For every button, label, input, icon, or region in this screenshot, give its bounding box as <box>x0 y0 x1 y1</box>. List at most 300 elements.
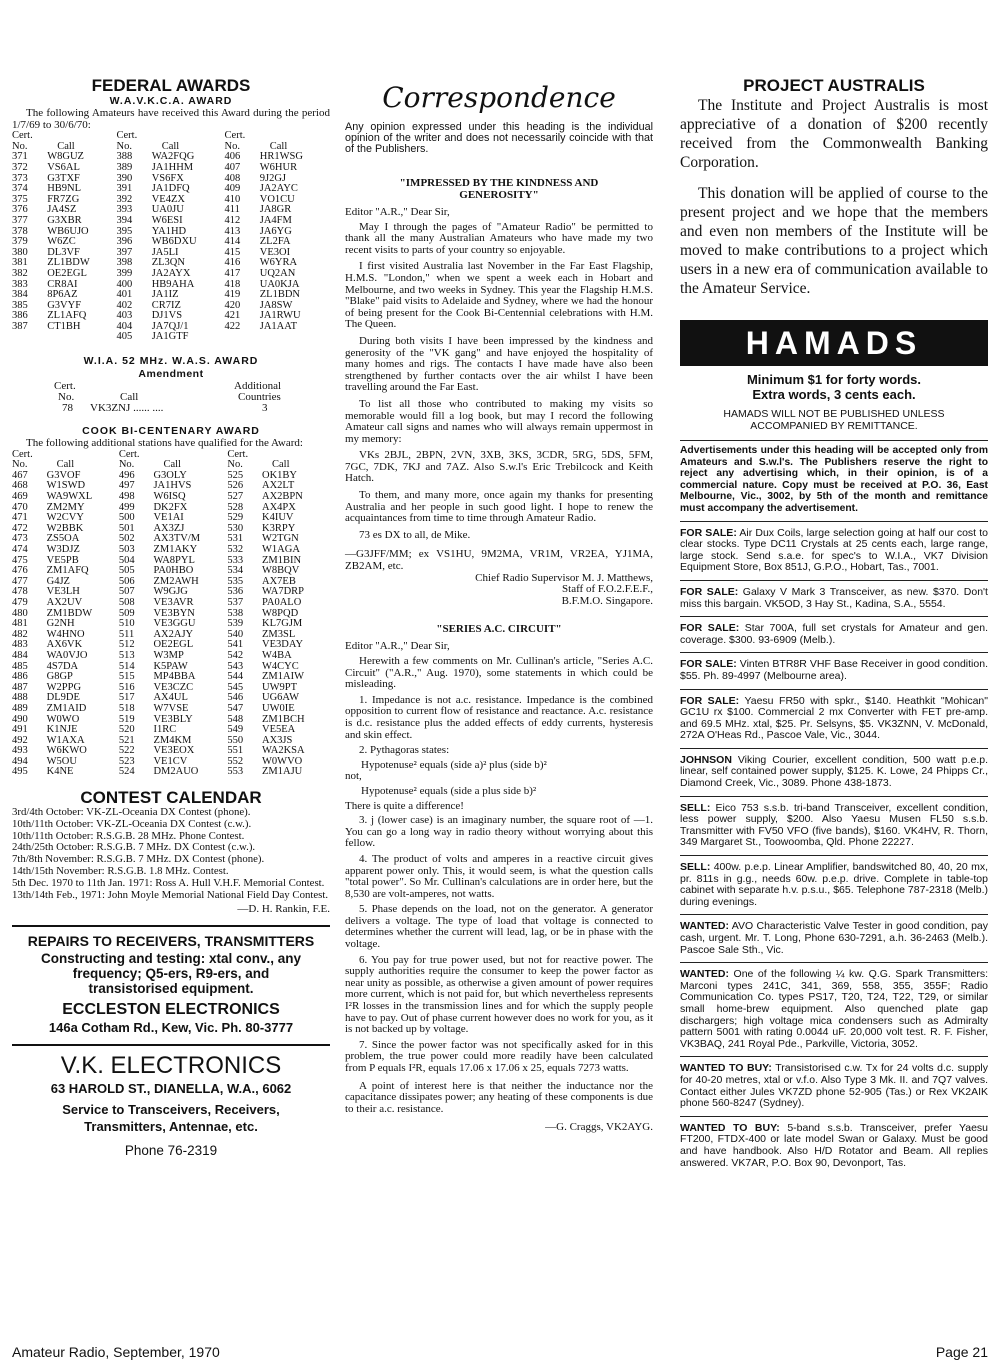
hamad-item <box>680 659 988 682</box>
call-sign: WA0VJO <box>46 649 88 661</box>
contest-calendar-list <box>12 807 330 901</box>
cert-number: 483 <box>12 639 28 651</box>
hamad-text: One of the following ¼ kw. Q.G. Spark Transmitters: Marconi types 241C, 341, 369, 558, 355, 355F; Radio Communication Co. types PS17, T20, T24, T22, T29, or similar small home-brew equipment. Also quenched plate gap dischargers; high voltage mica condensers such as Admiralty pattern 5001 with rating 0.0044 uF. 20,000 volt test. R. F. Fisher, VK3BAQ, 241 Royal Pde., Parkville, Victoria, 3052. <box>680 968 988 1050</box>
cert-number: 519 <box>118 713 135 725</box>
table-row <box>12 651 330 662</box>
call-sign: JA8GR <box>259 204 292 216</box>
cert-number: 534 <box>227 565 244 577</box>
cert-number: 552 <box>227 755 244 767</box>
cert-number: 516 <box>118 681 135 693</box>
call-sign: AX2UV <box>46 596 83 608</box>
cook-table <box>12 450 330 778</box>
divider <box>680 616 988 617</box>
cert-number: 502 <box>118 533 135 545</box>
was-row-call: VK3ZNJ ...... .... <box>90 402 164 415</box>
call-sign: CT1BH <box>47 320 81 332</box>
call-sign: VE3BYN <box>153 607 195 619</box>
call-sign: AX2BPN <box>262 491 303 503</box>
hamads-notice: HAMADS WILL NOT BE PUBLISHED UNLESS ACCOMPANIED BY REMITTANCE. <box>723 408 945 432</box>
cert-number: 485 <box>12 660 28 672</box>
cert-number: 551 <box>227 745 244 757</box>
call-sign: VE3OI <box>259 246 291 258</box>
call-sign: OE2EGL <box>153 639 194 651</box>
call-sign: DL3VF <box>47 246 80 258</box>
divider <box>680 962 988 963</box>
cert-number: 490 <box>12 713 28 725</box>
cert-number: 482 <box>12 628 28 640</box>
call-sign: AX3ZJ <box>153 522 185 534</box>
cert-number: 403 <box>116 310 133 322</box>
was-additional-label: Additional <box>234 380 282 393</box>
cert-number: 411 <box>224 204 240 216</box>
cert-number: 390 <box>116 172 133 184</box>
call-sign: JA7QJ/1 <box>151 320 189 332</box>
call-sign <box>43 332 116 343</box>
call-sign: ZL3QN <box>151 257 185 269</box>
cert-number: 409 <box>224 183 241 195</box>
cert-number: 406 <box>224 151 241 163</box>
cert-number: 383 <box>12 278 28 290</box>
call-sign: I1RC <box>153 724 177 736</box>
call-sign: KL7GJM <box>262 618 303 630</box>
call-sign: JA2AYX <box>151 267 191 279</box>
cert-number: 487 <box>12 681 28 693</box>
letter1-paragraph: During both visits I have been impressed by the kindness and generosity of the "VK gang" and have enjoyed the hospitality of many homes and rigs. The contacts I have made have also been strengthened by further contacts over the air whilst I have been travelling around the Far East. <box>345 334 653 394</box>
call-sign: ZL1BDN <box>259 289 300 301</box>
letter1-paragraph: To list all those who contributed to making my visits so memorable would fill a log book, but may I record the following Amateur call signs and names who will always remain uppermost in my memory: <box>345 397 653 445</box>
hamad-text: Yaesu FR50 with spkr., $140. Heathkit "Mohican" GC1U rx $100. Commercial 2 mx Converter with FET pre-amp. and 69.5 MHz. xtal, $25. Pr. Selsyns, $5. VK3ZNN, V. McDonald, 272A O'Heas Rd., Pascoe Vale, Vic., 3044. <box>680 694 988 742</box>
call-sign: G3VYF <box>47 299 82 311</box>
hamad-text: Transistorised c.w. Tx for 24 volts d.c. supply for 40-20 metres, xtal or v.f.o. Also Type 3 Mk. II. and 7Q7 valves. Contact either Jules VK7ZD phone 52-905 (Tas.) or Rex VK2AIK phone 560-8247 (Sydney). <box>680 1062 988 1110</box>
call-sign: ZL2FA <box>259 236 291 248</box>
cert-number: 421 <box>224 310 241 322</box>
hamad-lead: SELL: <box>680 861 711 874</box>
call-sign: JA5LI <box>151 246 179 258</box>
letter1-paragraph: May I through the pages of "Amateur Radio" be permitted to thank all the many Australian Amateurs who have made my two recent visits to parts of your country so enjoyable. <box>345 220 653 256</box>
call-sign: UW0IE <box>262 702 295 714</box>
call-sign: ZL1AFQ <box>47 310 87 322</box>
hamad-text: Eico 753 s.s.b. tri-band Transceiver, excellent condition, less power supply, $200. Also Yaesu Musen FL50 s.s.b. Transmitter with FV50 VFO (five bands), $160. VK4HV, R. Thorn, 349 Margaret St., Toowoomba, Qld. Phone 22227. <box>680 801 988 849</box>
letter1-signature-line: Staff of F.O.2.F.E.F., <box>562 583 653 596</box>
col-cert: Cert. <box>224 130 246 142</box>
call-sign: W8GUZ <box>47 151 84 163</box>
call-sign: K5PAW <box>153 660 188 672</box>
cert-number: 511 <box>118 628 135 640</box>
call-sign: AX4PX <box>262 501 296 513</box>
was-countries-label: Countries <box>238 391 281 404</box>
call-sign: VE5EA <box>262 724 296 736</box>
cert-number: 538 <box>227 607 244 619</box>
call-sign: JA6YG <box>259 225 292 237</box>
call-sign: ZM1AFQ <box>46 565 89 577</box>
eccleston-ad-body: Constructing and testing: xtal conv., any frequency; Q5-ers, R9-ers, and transistorised equipment. <box>40 951 302 997</box>
hamad-lead: WANTED TO BUY: <box>680 1062 772 1075</box>
letter2-eq2: Hypotenuse² equals (side a plus side b)² <box>361 784 537 797</box>
call-sign: JA8SW <box>259 299 293 311</box>
cert-number: 395 <box>116 225 133 237</box>
call-sign: 9J2GJ <box>259 172 287 184</box>
cert-number: 508 <box>118 596 135 608</box>
cert-number: 536 <box>227 586 244 598</box>
divider <box>680 689 988 690</box>
divider <box>680 914 988 915</box>
cert-number: 506 <box>118 575 135 587</box>
contest-signature: —D. H. Rankin, F.E. <box>237 903 330 916</box>
divider <box>680 855 988 856</box>
project-australis-title: PROJECT AUSTRALIS <box>743 76 925 95</box>
divider <box>680 748 988 749</box>
divider <box>680 580 988 581</box>
cert-number: 388 <box>116 151 133 163</box>
letter1-body <box>345 222 653 542</box>
call-sign: WA8PYL <box>153 554 195 566</box>
cert-number: 471 <box>12 512 28 524</box>
cert-number: 548 <box>227 713 244 725</box>
hamad-item <box>680 587 988 610</box>
cook-award-title: COOK BI-CENTENARY AWARD <box>82 425 260 438</box>
cert-number: 391 <box>116 183 133 195</box>
cert-number: 523 <box>118 755 135 767</box>
hamad-lead: FOR SALE: <box>680 622 740 635</box>
call-sign: ZM2MY <box>46 501 85 513</box>
eccleston-ad-title: REPAIRS TO RECEIVERS, TRANSMITTERS <box>27 933 315 950</box>
australis-p1: The Institute and Project Australis is most appreciative of a donation of $200 recently received from the Commonwealth Banking Corporation. <box>680 97 988 171</box>
cert-number: 378 <box>12 225 28 237</box>
call-sign: W3MP <box>153 649 184 661</box>
col-no: No. <box>12 459 28 471</box>
letter2-p8: 6. You pay for true power used, but not for reactive power. The supply authorities require the consumer to keep the power factor as near unity as possible, as otherwise a given amount of power requires more current, which is not paid for, but which nevertheless represents I²R losses in the transmission lines and for which the supply people have to pay. Out of phase current however does no work for you, as it is not backed up by voltage. <box>345 953 653 1036</box>
call-sign: VE3EOX <box>153 745 195 757</box>
call-sign: AX4UL <box>153 692 188 704</box>
letter2-salutation: Editor "A.R.," Dear Sir, <box>345 640 450 653</box>
cert-number: 517 <box>118 692 135 704</box>
table-row <box>12 216 330 227</box>
divider <box>680 796 988 797</box>
letter2-p4: There is quite a difference! <box>345 799 464 812</box>
cert-number: 372 <box>12 161 28 173</box>
cert-number: 415 <box>224 246 241 258</box>
letter2-p7: 5. Phase depends on the load, not on the generator. A generator delivers a voltage. The type of load that voltage is connected to determines whether the current will lead, lag, or be in phase with the voltage. <box>345 903 653 951</box>
was-no-label: No. <box>58 391 75 404</box>
hamad-text: Galaxy V Mark 3 Transceiver, as new. $370. Don't miss this bargain. VK5OD, 3 Hay St., Kadina, S.A., 5554. <box>680 585 988 610</box>
letter2-p6: 4. The product of volts and amperes in a reactive circuit gives apparent power only. This, it would seem, is what the question calls "total power". So Mr. Cullinan's calculations are in order here, but the 8,530 are volt-amperes, not watts. <box>345 852 653 900</box>
call-sign: W2PPG <box>46 681 82 693</box>
call-sign: W0WO <box>46 713 80 725</box>
call-sign: VS6AL <box>47 161 80 173</box>
cert-number: 384 <box>12 289 28 301</box>
letter1-signature-line: B.F.M.O. Singapore. <box>561 594 653 607</box>
cert-number: 481 <box>12 618 28 630</box>
call-sign: W1SWD <box>46 480 86 492</box>
vk-electronics-address: 63 HAROLD ST., DIANELLA, W.A., 6062 <box>50 1081 292 1097</box>
call-sign: JA1IZ <box>151 289 179 301</box>
cert-number: 405 <box>116 331 133 343</box>
call-sign: JA1GTF <box>151 331 189 343</box>
call-sign: AX6VK <box>46 639 83 651</box>
divider <box>680 521 988 522</box>
hamad-lead: SELL: <box>680 801 711 814</box>
call-sign: K3RPY <box>262 522 296 534</box>
call-sign: W4CYC <box>262 660 299 672</box>
contest-item: 3rd/4th October: VK-ZL-Oceania DX Contest (phone). <box>12 806 251 819</box>
call-sign: G2NH <box>46 618 75 630</box>
call-sign: UW9PT <box>262 681 298 693</box>
cert-number: 514 <box>118 660 135 672</box>
cert-number: 549 <box>227 724 244 736</box>
col-cert: Cert. <box>227 448 249 460</box>
cert-number: 469 <box>12 491 28 503</box>
call-sign: WB6DXU <box>151 236 197 248</box>
col-no: No. <box>224 140 240 152</box>
contest-item: 10th/11th October: VK-ZL-Oceania DX Contest (c.w.). <box>12 817 252 830</box>
letter1-paragraph: I first visited Australia last November in the Far East Flagship, H.M.S. "London," when we spent a week each in Hobart and Melbourne, and two weeks in Sydney. This year the Flagship H.M.S. "Blake" paid visits to Adelaide and Sydney, where we had the honour of being present for the Cook Bi-Centennial celebrations with H.M. The Queen. <box>345 260 653 331</box>
call-sign: HB9NL <box>47 183 82 195</box>
call-sign: W8PQD <box>262 607 299 619</box>
cert-number: 497 <box>118 480 135 492</box>
call-sign: DK2FX <box>153 501 188 513</box>
hamad-lead: FOR SALE: <box>680 526 737 539</box>
hamad-text: 400w. p.e.p. Linear Amplifier, bandswitched 80, 40, 20 mx, pr. 811s in g.g., needs 60w. p.e.p. drive. Complete in table-top cabinet with separate h.v. p.s.u., $65. Telephone 787-2318 (Melb.) during evenings. <box>680 861 988 908</box>
vk-electronics-body: Service to Transceivers, Receivers, Transmitters, Antennae, etc. <box>62 1102 280 1135</box>
call-sign: K4IUV <box>262 512 294 524</box>
call-sign: ZS5OA <box>46 533 80 545</box>
cert-number: 546 <box>227 692 244 704</box>
call-sign: W5OU <box>46 755 77 767</box>
cert-number: 509 <box>118 607 135 619</box>
cert-number: 371 <box>12 151 28 163</box>
call-sign: JA1HHM <box>151 161 194 173</box>
call-sign: W7VSE <box>153 702 189 714</box>
cert-number <box>225 332 256 343</box>
letter2-p9: 7. Since the power factor was not specifically asked for in this problem, the true power could more readily have been calculated from P equals I²R, equals 17.06 x 17.06 x 25, equals 7273 watts. <box>345 1038 653 1074</box>
cert-number: 500 <box>118 512 135 524</box>
cert-number: 400 <box>116 278 133 290</box>
contest-item: 14th/15th November: R.S.G.B. 1.8 MHz. Contest. <box>12 865 229 878</box>
call-sign: JA1RWU <box>259 310 301 322</box>
col-no: No. <box>12 140 28 152</box>
letter2-p2: 1. Impedance is not a.c. resistance. Impedance is the combined opposition to current flow of resistance and reactance. A.c. resistance is d.c. resistance plus the added effects of eddy currents, hysteresis and skin effect. <box>345 693 653 741</box>
call-sign: OK1BY <box>262 469 298 481</box>
cert-number: 504 <box>118 554 135 566</box>
cert-number: 379 <box>12 236 28 248</box>
cert-number: 492 <box>12 734 28 746</box>
call-sign: VE3DAY <box>262 639 304 651</box>
cert-number: 377 <box>12 214 28 226</box>
cert-number: 493 <box>12 745 28 757</box>
cert-number: 394 <box>116 214 133 226</box>
call-sign: K1NJE <box>46 724 78 736</box>
table-row <box>12 269 330 280</box>
col-call: Call <box>57 140 75 152</box>
call-sign: VE3BLY <box>153 713 193 725</box>
cert-number: 547 <box>227 702 244 714</box>
call-sign <box>256 332 330 343</box>
call-sign: G3OLY <box>153 469 187 481</box>
cert-number: 524 <box>118 766 135 778</box>
hamads-title: HAMADS <box>745 325 923 361</box>
letter1-paragraph: VKs 2BJL, 2BPN, 2VN, 3XB, 3KS, 3CDR, 5RG, 5DS, 5FM, 7GC, 7DK, 7KJ and 7AZ. Also S.w.l's Eric Trebilcock and Keith Hatch. <box>345 449 653 485</box>
cert-number: 489 <box>12 702 28 714</box>
cert-number: 522 <box>118 745 135 757</box>
eccleston-address: 146a Cotham Rd., Kew, Vic. Ph. 80-3777 <box>48 1020 294 1036</box>
cert-number: 422 <box>224 320 241 332</box>
call-sign: FR7ZG <box>47 193 80 205</box>
cert-number: 503 <box>118 544 135 555</box>
letter2-p5: 3. j (lower case) is an imaginary number, the square root of —1. You can go a long way in radio theory without worrying about this fellow. <box>345 814 653 850</box>
call-sign: PA0ALO <box>262 596 302 608</box>
call-sign: W8BQV <box>262 565 300 577</box>
call-sign: JA1AAT <box>259 320 298 332</box>
cert-number: 513 <box>118 649 135 661</box>
cert-number: 414 <box>224 236 241 248</box>
cert-number: 531 <box>227 533 244 545</box>
call-sign: ZM1BCH <box>262 713 305 725</box>
was-cert-label: Cert. <box>54 380 76 393</box>
cert-number: 494 <box>12 755 28 767</box>
cert-number: 382 <box>12 267 28 279</box>
cert-number: 495 <box>12 766 28 778</box>
cert-number: 479 <box>12 596 28 608</box>
cert-number: 528 <box>227 501 244 513</box>
cert-number: 468 <box>12 480 28 492</box>
letter1-signature-line: Chief Radio Supervisor M. J. Matthews, <box>475 571 653 584</box>
divider <box>680 440 988 441</box>
hamads-policy: Advertisements under this heading will be accepted only from Amateurs and S.w.l's. The Publishers reserve the right to reject any advertising which, in their opinion, is of a commercial nature. Copy must be received at P.O. 36, East Melbourne, Vic., 3002, by 5th of the month and remittance must accompany the advertisement. <box>680 445 988 514</box>
call-sign: VE1AI <box>153 512 184 524</box>
cert-number: 550 <box>227 734 244 746</box>
correspondence-intro: Any opinion expressed under this heading is the individual opinion of the writer and does not necessarily coincide with that of the Publishers. <box>345 121 653 155</box>
call-sign: CR8AI <box>47 278 78 290</box>
hamad-lead: WANTED: <box>680 968 729 981</box>
call-sign: W6ZC <box>47 236 76 248</box>
was-award-title: W.I.A. 52 MHz. W.A.S. AWARD <box>83 355 259 368</box>
cert-number: 376 <box>12 204 28 216</box>
cert-number: 530 <box>227 522 244 534</box>
cert-number: 401 <box>116 289 133 301</box>
call-sign: AX7EB <box>262 575 296 587</box>
call-sign: VE5PB <box>46 554 79 566</box>
cert-number: 540 <box>227 628 244 640</box>
cert-number: 408 <box>224 172 241 184</box>
hamad-item <box>680 528 988 574</box>
call-sign: PA0HBO <box>153 565 194 577</box>
australis-p2: This donation will be applied of course to the present project and we hope that the members and even non members of the Institute will be moved to make contributions to a project which users in a new era of communication available to the Amateur Service. <box>680 185 988 297</box>
footer-page: Page 21 <box>935 1344 988 1360</box>
hamads-banner <box>680 320 988 366</box>
cert-number: 389 <box>116 161 133 173</box>
column-right <box>680 0 988 1169</box>
call-sign: DL9DE <box>46 692 80 704</box>
hamad-lead: WANTED: <box>680 920 729 933</box>
call-sign: G3XBR <box>47 214 82 226</box>
letter1-signature <box>345 549 653 607</box>
cert-number: 475 <box>12 554 28 566</box>
cert-number: 533 <box>227 554 244 566</box>
cert-number: 381 <box>12 257 28 269</box>
call-sign: G3VOF <box>46 469 81 481</box>
col-cert: Cert. <box>12 130 33 142</box>
contest-item: 24th/25th October: R.S.G.B. 7 MHz. DX Contest (c.w.). <box>12 841 256 854</box>
call-sign: JA1HVS <box>153 480 192 492</box>
letter1-salutation: Editor "A.R.," Dear Sir, <box>345 206 450 218</box>
cert-number: 520 <box>118 724 135 736</box>
call-sign: AX3JS <box>262 734 293 746</box>
call-sign: UA0KJA <box>259 278 300 290</box>
cert-number: 496 <box>118 469 135 481</box>
cert-number: 387 <box>12 320 28 332</box>
divider <box>680 652 988 653</box>
cert-number: 491 <box>12 724 28 736</box>
cert-number: 532 <box>227 544 244 555</box>
cert-number: 477 <box>12 575 28 587</box>
hamads-list <box>680 521 988 1170</box>
divider <box>680 1056 988 1057</box>
cert-number: 476 <box>12 565 28 577</box>
cert-number: 404 <box>116 320 133 332</box>
table-row <box>12 598 330 609</box>
cert-number: 392 <box>116 193 133 205</box>
call-sign: YA1HD <box>151 225 187 237</box>
cert-number: 375 <box>12 193 28 205</box>
hamad-lead: JOHNSON <box>680 753 732 766</box>
call-sign: ZM1AID <box>46 702 87 714</box>
cert-number: 374 <box>12 183 28 195</box>
call-sign: ZM1AJU <box>262 766 303 778</box>
call-sign: ZM1BIN <box>262 554 302 566</box>
call-sign: W6YRA <box>259 257 298 269</box>
cert-number: 499 <box>118 501 135 513</box>
hamad-lead: FOR SALE: <box>680 585 739 598</box>
hamad-item <box>680 623 988 646</box>
letter2-p3: 2. Pythagoras states: <box>359 744 450 757</box>
call-sign: WB6UJO <box>47 225 89 237</box>
hamad-lead: WANTED TO BUY: <box>680 1121 780 1134</box>
federal-awards-title: FEDERAL AWARDS <box>91 76 251 95</box>
wavkca-intro: The following Amateurs have received this Award during the period 1/7/69 to 30/6/70: <box>12 107 330 131</box>
letter2-title: "SERIES A.C. CIRCUIT" <box>436 623 562 636</box>
cert-number: 498 <box>118 491 135 503</box>
call-sign: UQ2AN <box>259 267 296 279</box>
call-sign: DM2AUO <box>153 766 199 778</box>
wavkca-table <box>12 131 330 343</box>
call-sign: VE3LH <box>46 586 80 598</box>
cert-number: 470 <box>12 501 28 513</box>
cert-number: 418 <box>224 278 241 290</box>
divider <box>680 1116 988 1117</box>
hamad-item <box>680 1123 988 1169</box>
was-call-label: Call <box>120 391 139 404</box>
wavkca-award-title: W.A.V.K.C.A. AWARD <box>109 95 233 107</box>
hamad-item <box>680 969 988 1050</box>
col-cert: Cert. <box>12 448 33 460</box>
call-sign: W2CVY <box>46 512 84 524</box>
cert-number: 521 <box>118 734 135 746</box>
cert-number: 473 <box>12 533 28 545</box>
call-sign: W6ESI <box>151 214 183 226</box>
call-sign: W3DJZ <box>46 544 80 555</box>
call-sign: AX2LT <box>262 480 295 492</box>
cert-number: 419 <box>224 289 241 301</box>
call-sign: JA4SZ <box>47 204 77 216</box>
call-sign: ZM3SL <box>262 628 296 640</box>
cert-number: 541 <box>227 639 244 651</box>
hamad-text: Air Dux Coils, large selection going at half our cost to clear stocks. Type DC11 Crystals at 25 cents each, large range, large stock. Send s.a.e. for spec's to W.I.A., VK7 Division Equipment Store, Box 851J, G.P.O., Hobart, Tas., 7001. <box>680 526 988 574</box>
footer-left: Amateur Radio, September, 1970 <box>12 1344 220 1360</box>
cert-number: 399 <box>116 267 133 279</box>
call-sign: W1AXA <box>46 734 85 746</box>
hamad-item <box>680 862 988 908</box>
call-sign: WA2FQG <box>151 151 195 163</box>
